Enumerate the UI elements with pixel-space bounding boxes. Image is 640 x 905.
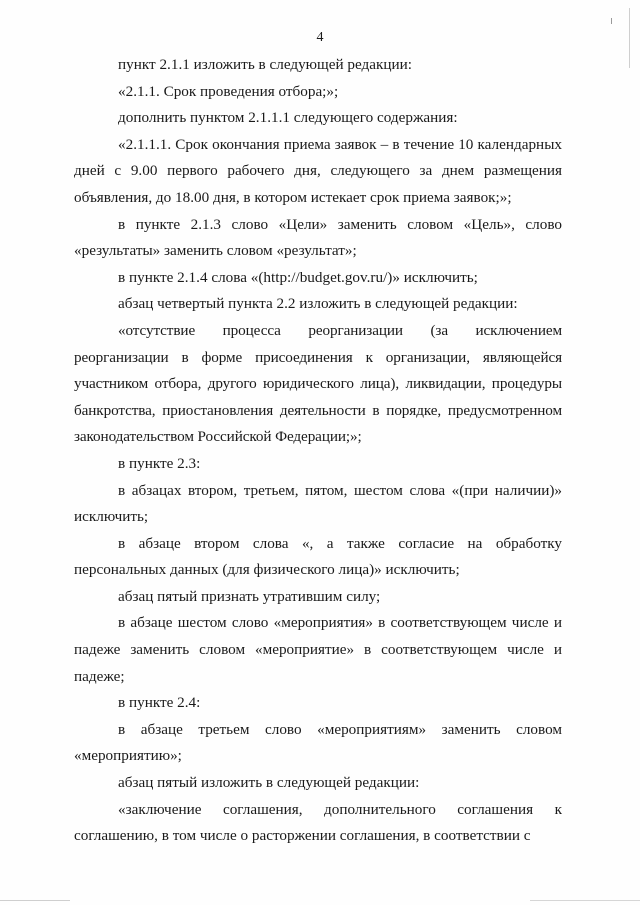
paragraph: в пункте 2.4: (118, 694, 201, 712)
paragraph: «отсутствие процесса реорганизации (за исключением реорганизации в форме присоединения к организации, являющейся участником отбора, другого юридического лица), ликвидации, процедуры банкротства, приостановления деятельности в порядке, предусмотренном законодательством Российской Федерации;»; (74, 321, 562, 446)
paragraph: абзац четвертый пункта 2.2 изложить в следующей редакции: (118, 295, 518, 313)
paragraph: в абзацах втором, третьем, пятом, шестом слова «(при наличии)» исключить; (74, 481, 562, 526)
paragraph: в абзаце третьем слово «мероприятиям» заменить словом «мероприятию»; (74, 720, 562, 765)
document-body (74, 52, 562, 850)
paragraph: «2.1.1.1. Срок окончания приема заявок – в течение 10 календарных дней с 9.00 первого рабочего дня, следующего за днем размещения объявления, до 18.00 дня, в котором истекает срок приема заявок;»; (74, 135, 562, 206)
paragraph: в пункте 2.1.4 слова «(http://budget.gov.ru/)» исключить; (118, 268, 478, 286)
paragraph: в абзаце втором слова «, а также согласие на обработку персональных данных (для физического лица)» исключить; (74, 534, 562, 579)
paragraph: абзац пятый изложить в следующей редакции: (118, 774, 420, 792)
paragraph: пункт 2.1.1 изложить в следующей редакции: (118, 56, 412, 73)
paragraph: дополнить пунктом 2.1.1.1 следующего содержания: (118, 109, 458, 127)
scan-edge (530, 900, 640, 901)
paragraph: «заключение соглашения, дополнительного соглашения к соглашению, в том числе о расторжении соглашения, в соответствии с (74, 800, 562, 845)
page-number: 4 (316, 30, 324, 45)
paragraph: в абзаце шестом слово «мероприятия» в соответствующем числе и падеже заменить словом «мероприятие» в соответствующем числе и падеже; (74, 614, 562, 685)
paragraph: в пункте 2.1.3 слово «Цели» заменить словом «Цель», слово «результаты» заменить словом «результат»; (74, 215, 562, 260)
scan-edge (0, 900, 70, 901)
paragraph: абзац пятый признать утратившим силу; (118, 587, 381, 605)
paragraph: «2.1.1. Срок проведения отбора;»; (118, 82, 339, 100)
paragraph: в пункте 2.3: (118, 454, 201, 472)
scan-mark (611, 18, 612, 24)
scan-edge (629, 8, 630, 68)
